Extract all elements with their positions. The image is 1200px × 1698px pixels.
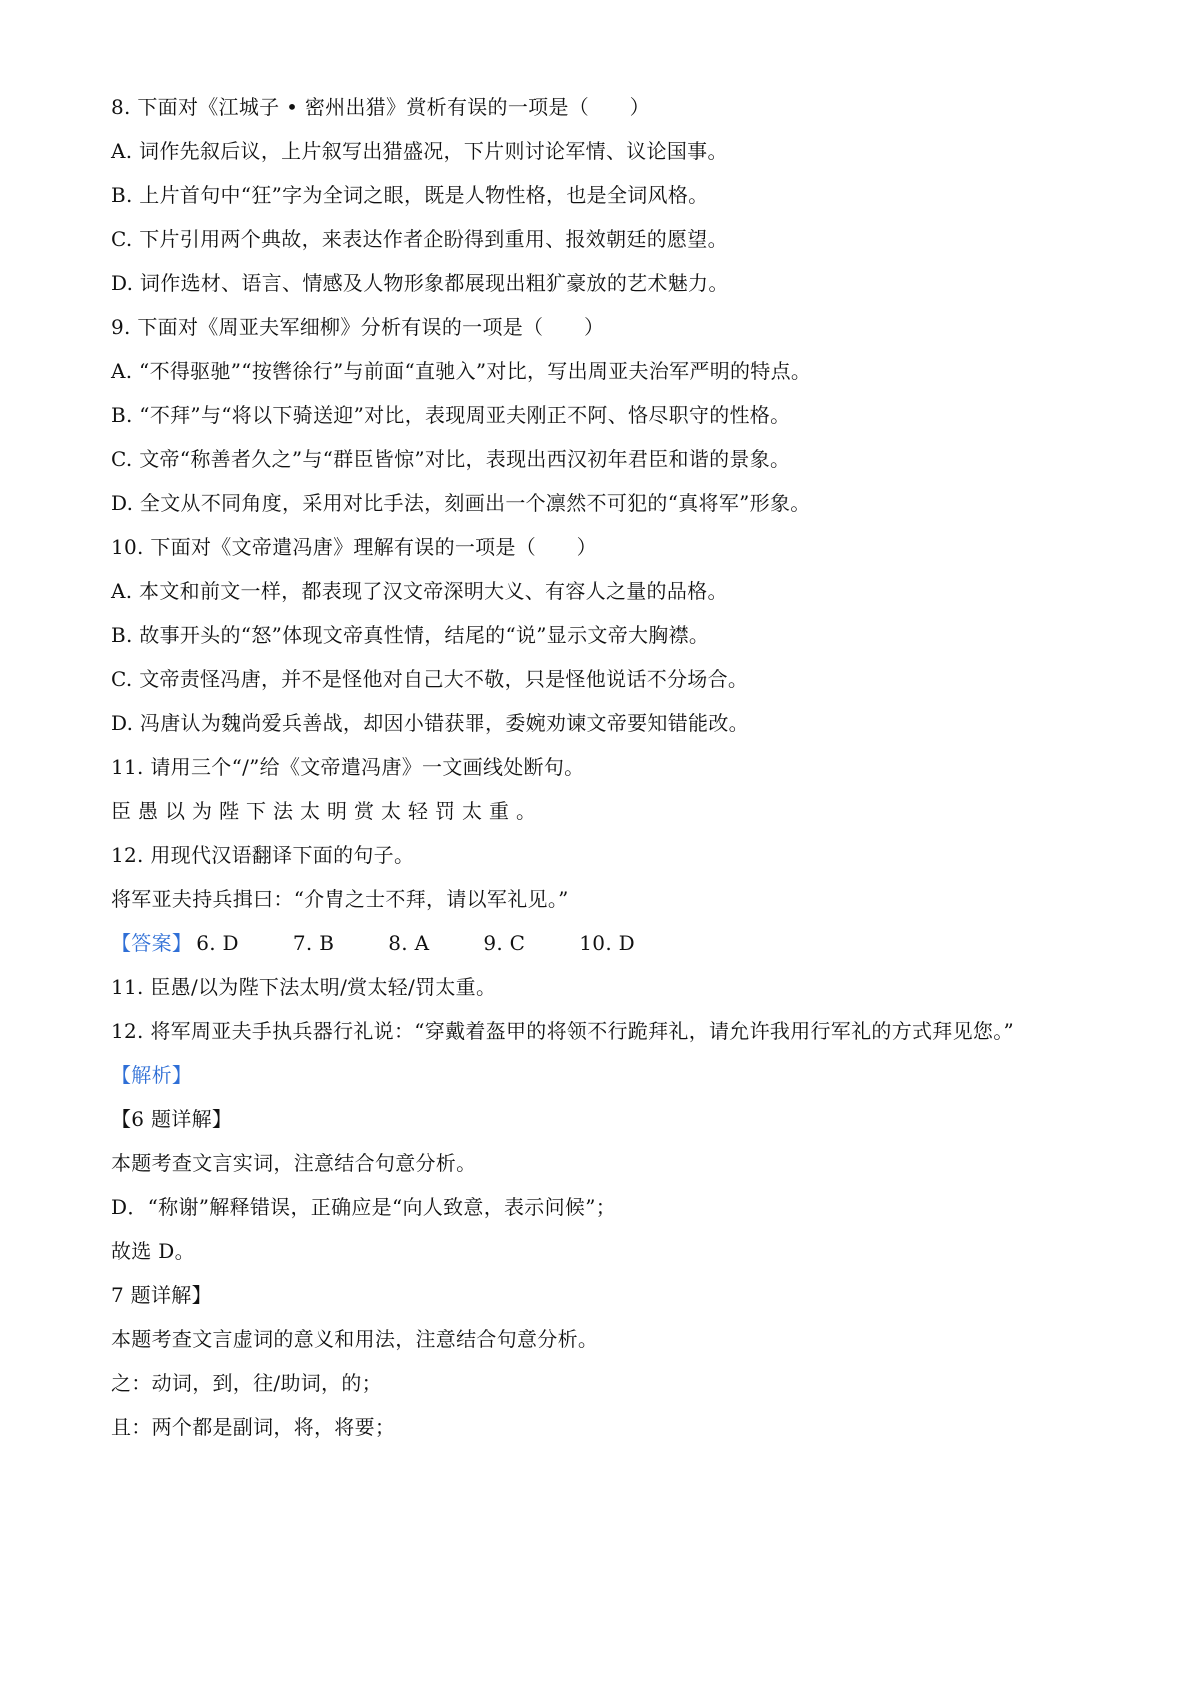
answer-11: 11. 臣愚/以为陛下法太明/赏太轻/罚太重。	[111, 975, 497, 999]
analysis-tag: 【解析】	[111, 1063, 193, 1087]
q8-stem: 8. 下面对《江城子 • 密州出猎》赏析有误的一项是（ ）	[111, 95, 650, 119]
q6-detail-title: 【6 题详解】	[111, 1107, 233, 1131]
q6-detail-line: 本题考查文言实词，注意结合句意分析。	[111, 1151, 477, 1175]
answer-12: 12. 将军周亚夫手执兵器行礼说：“穿戴着盔甲的将领不行跪拜礼，请允许我用行军礼的方式拜见您。”	[111, 1019, 1015, 1043]
q10-option-d: D. 冯唐认为魏尚爱兵善战，却因小错获罪，委婉劝谏文帝要知错能改。	[111, 711, 749, 735]
q7-detail-line: 且：两个都是副词，将，将要；	[111, 1415, 396, 1439]
q8-option-d: D. 词作选材、语言、情感及人物形象都展现出粗犷豪放的艺术魅力。	[111, 271, 729, 295]
answer-item: 10. D	[579, 931, 635, 955]
q7-detail-line: 之：动词，到，往/助词，的；	[111, 1371, 382, 1395]
answer-item: 8. A	[388, 931, 430, 955]
answer-item: 9. C	[483, 931, 526, 955]
q6-detail-line: 故选 D。	[111, 1239, 195, 1263]
q8-option-c: C. 下片引用两个典故，来表达作者企盼得到重用、报效朝廷的愿望。	[111, 227, 728, 251]
answer-tag: 【答案】	[111, 931, 193, 955]
answer-item: 7. B	[292, 931, 335, 955]
q11-text: 臣愚以为陛下法太明赏太轻罚太重。	[111, 799, 543, 823]
q9-option-d: D. 全文从不同角度，采用对比手法，刻画出一个凛然不可犯的“真将军”形象。	[111, 491, 811, 515]
answer-line	[111, 931, 635, 955]
q7-detail-title: 7 题详解】	[111, 1283, 212, 1307]
q9-option-c: C. 文帝“称善者久之”与“群臣皆惊”对比，表现出西汉初年君臣和谐的景象。	[111, 447, 791, 471]
q12-text: 将军亚夫持兵揖曰：“介胄之士不拜，请以军礼见。”	[111, 887, 569, 911]
q9-stem: 9. 下面对《周亚夫军细柳》分析有误的一项是（ ）	[111, 315, 605, 339]
q9-option-b: B. “不拜”与“将以下骑送迎”对比，表现周亚夫刚正不阿、恪尽职守的性格。	[111, 403, 791, 427]
q10-option-c: C. 文帝责怪冯唐，并不是怪他对自己大不敬，只是怪他说话不分场合。	[111, 667, 749, 691]
q6-detail-line: D．“称谢”解释错误，正确应是“向人致意，表示问候”；	[111, 1195, 617, 1219]
answer-item: 6. D	[196, 931, 239, 955]
q8-option-b: B. 上片首句中“狂”字为全词之眼，既是人物性格，也是全词风格。	[111, 183, 709, 207]
q8-option-a: A. 词作先叙后议，上片叙写出猎盛况，下片则讨论军情、议论国事。	[111, 139, 728, 163]
q10-option-b: B. 故事开头的“怒”体现文帝真性情，结尾的“说”显示文帝大胸襟。	[111, 623, 710, 647]
q9-option-a: A. “不得驱驰”“按辔徐行”与前面“直驰入”对比，写出周亚夫治军严明的特点。	[111, 359, 812, 383]
q12-stem: 12. 用现代汉语翻译下面的句子。	[111, 843, 415, 867]
q10-option-a: A. 本文和前文一样，都表现了汉文帝深明大义、有容人之量的品格。	[111, 579, 728, 603]
q10-stem: 10. 下面对《文帝遣冯唐》理解有误的一项是（ ）	[111, 535, 597, 559]
q7-detail-line: 本题考查文言虚词的意义和用法，注意结合句意分析。	[111, 1327, 599, 1351]
q11-stem: 11. 请用三个“/”给《文帝遣冯唐》一文画线处断句。	[111, 755, 585, 779]
